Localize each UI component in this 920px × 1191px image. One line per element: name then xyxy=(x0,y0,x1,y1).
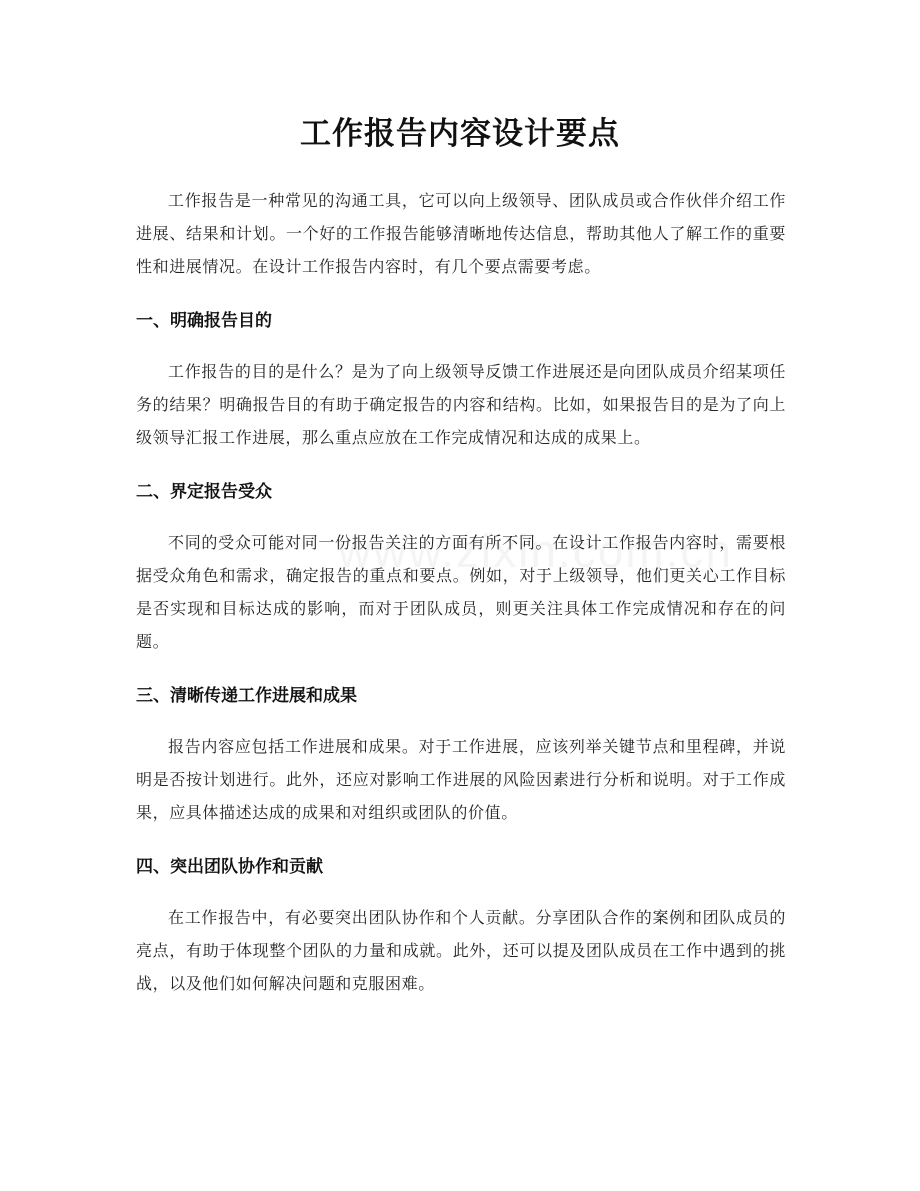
section-heading: 二、界定报告受众 xyxy=(136,482,272,502)
section-heading: 一、明确报告目的 xyxy=(136,311,272,331)
section-heading: 三、清晰传递工作进展和成果 xyxy=(136,686,357,706)
section-paragraph: 在工作报告中，有必要突出团队协作和个人贡献。分享团队合作的案例和团队成员的亮点，有助于体现整个团队的力量和成就。此外，还可以提及团队成员在工作中遇到的挑战，以及他们如何解决问题和克服困难。 xyxy=(136,908,786,993)
section-paragraph: 报告内容应包括工作进展和成果。对于工作进展，应该列举关键节点和里程碑，并说明是否按计划进行。此外，还应对影响工作进展的风险因素进行分析和说明。对于工作成果，应具体描述达成的成果和对组织或团队的价值。 xyxy=(136,737,786,822)
document-title: 工作报告内容设计要点 xyxy=(300,116,620,152)
section-paragraph: 不同的受众可能对同一份报告关注的方面有所不同。在设计工作报告内容时，需要根据受众角色和需求，确定报告的重点和要点。例如，对于上级领导，他们更关心工作目标是否实现和目标达成的影响，而对于团队成员，则更关注具体工作完成情况和存在的问题。 xyxy=(136,533,786,651)
section-paragraph: 工作报告的目的是什么？是为了向上级领导反馈工作进展还是向团队成员介绍某项任务的结果？明确报告目的有助于确定报告的内容和结构。比如，如果报告目的是为了向上级领导汇报工作进展，那么重点应放在工作完成情况和达成的成果上。 xyxy=(136,362,786,447)
section-heading: 四、突出团队协作和贡献 xyxy=(136,857,323,877)
intro-paragraph: 工作报告是一种常见的沟通工具，它可以向上级领导、团队成员或合作伙伴介绍工作进展、结果和计划。一个好的工作报告能够清晰地传达信息，帮助其他人了解工作的重要性和进展情况。在设计工作报告内容时，有几个要点需要考虑。 xyxy=(136,191,786,276)
document-body xyxy=(136,184,786,1000)
section-1 xyxy=(136,309,786,454)
section-4 xyxy=(136,855,786,1000)
section-2 xyxy=(136,480,786,658)
section-3 xyxy=(136,684,786,829)
